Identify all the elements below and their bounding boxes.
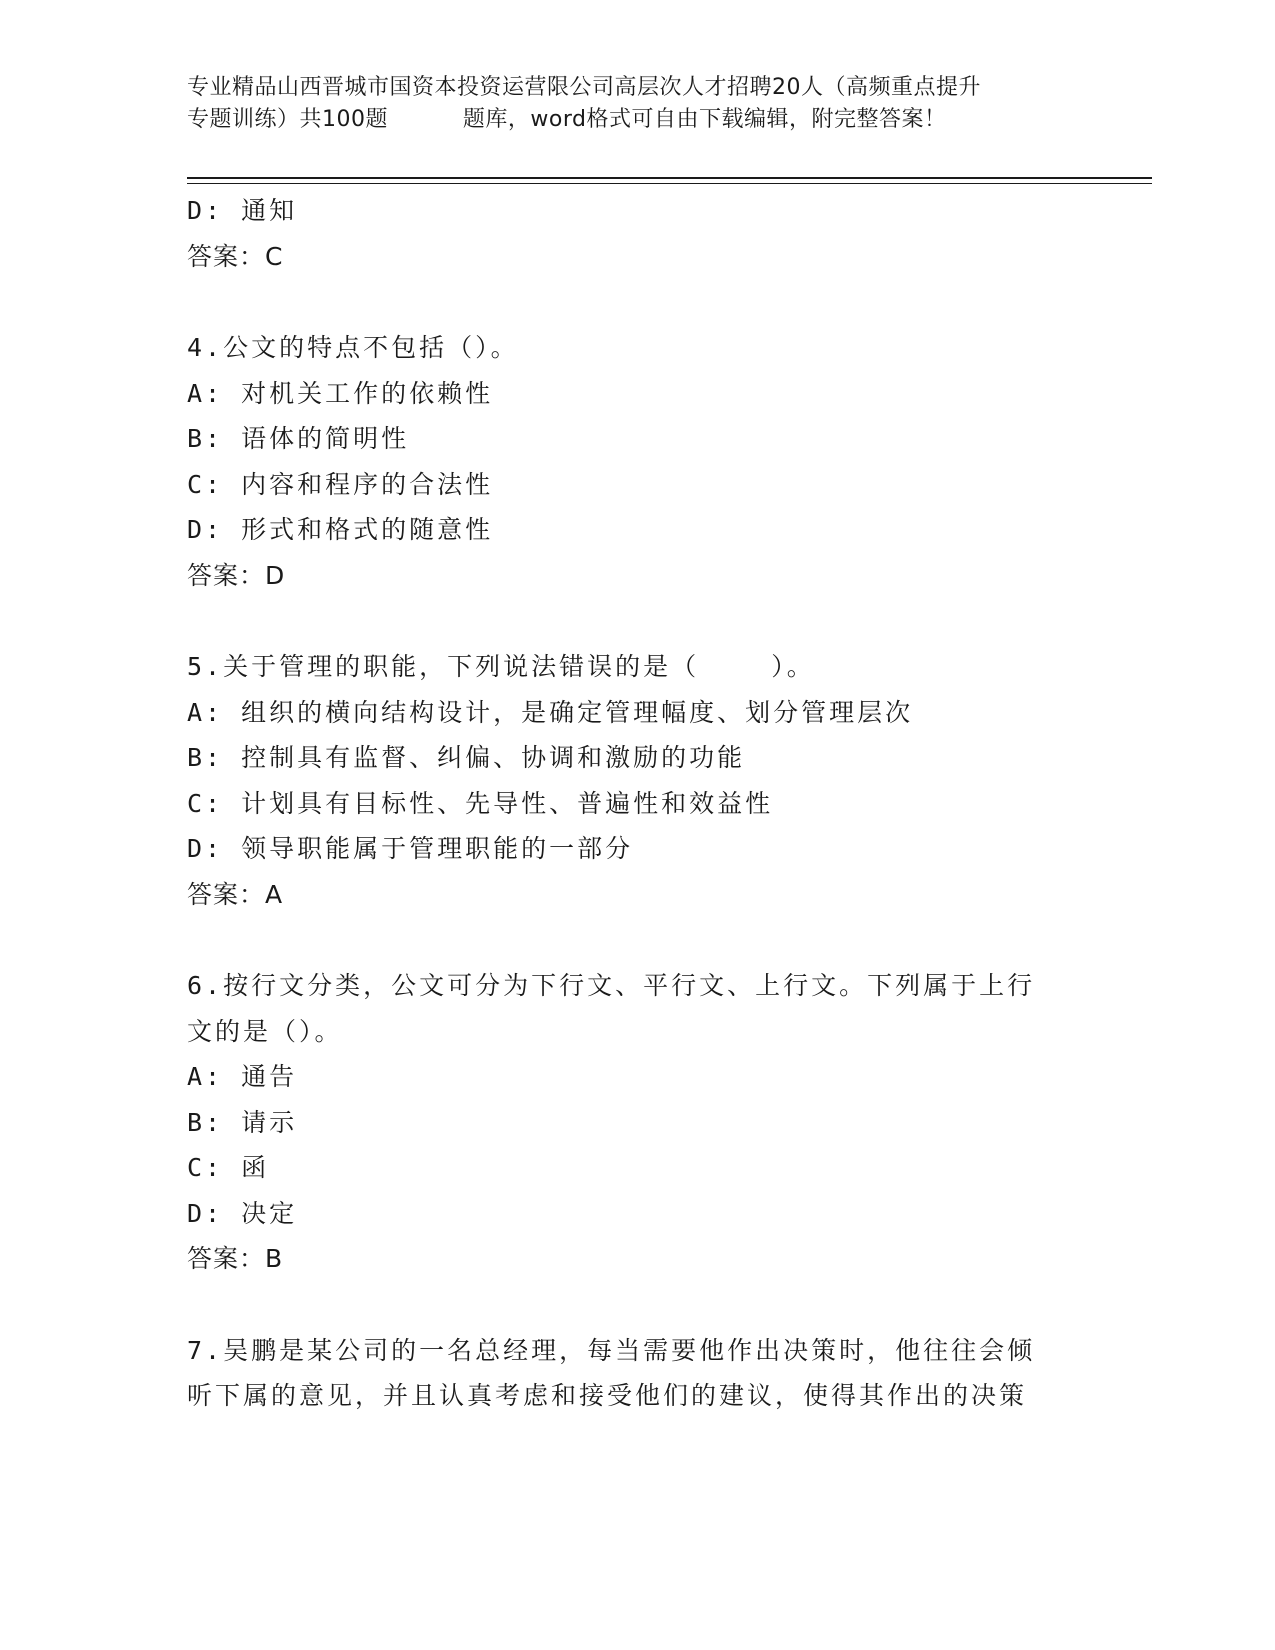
question-stem-line-1: 7.吴鹏是某公司的一名总经理，每当需要他作出决策时，他往往会倾: [187, 1335, 1036, 1365]
header-divider: [187, 177, 1152, 179]
question-stem: 5.关于管理的职能，下列说法错误的是（ ）。: [187, 652, 815, 681]
option-d: D: 形式和格式的随意性: [187, 515, 494, 544]
question-4: [187, 325, 1067, 598]
option-d: D: 决定: [187, 1198, 298, 1228]
option-c: C: 内容和程序的合法性: [187, 469, 494, 499]
answer: 答案：C: [187, 241, 284, 271]
answer: 答案：A: [187, 879, 284, 909]
question-stem-line-1: 6.按行文分类，公文可分为下行文、平行文、上行文。下列属于上行: [187, 971, 1036, 1000]
question-stem-line-2: 听下属的意见，并且认真考虑和接受他们的建议，使得其作出的决策: [187, 1381, 1028, 1410]
answer: 答案：D: [187, 560, 286, 590]
header-title-line-1: 专业精品山西晋城市国资本投资运营限公司高层次人才招聘20人（高频重点提升: [187, 75, 981, 100]
option-b: B: 请示: [187, 1107, 298, 1137]
header-title-line-2: 专题训练）共100题 题库，word格式可自由下载编辑，附完整答案！: [187, 107, 947, 132]
page-header: [187, 72, 1087, 136]
option-a: A: 组织的横向结构设计，是确定管理幅度、划分管理层次: [187, 697, 914, 727]
header-divider-thin: [187, 183, 1152, 184]
document-body: [187, 188, 1067, 1419]
question-stem-line-2: 文的是（）。: [187, 1016, 343, 1046]
option-d: D: 领导职能属于管理职能的一部分: [187, 834, 634, 863]
option-a: A: 对机关工作的依赖性: [187, 378, 494, 408]
answer: 答案：B: [187, 1244, 284, 1273]
option-c: C: 函: [187, 1153, 270, 1182]
option-d: D: 通知: [187, 196, 298, 225]
question-5: [187, 644, 1067, 917]
question-7: [187, 1328, 1067, 1419]
option-b: B: 控制具有监督、纠偏、协调和激励的功能: [187, 743, 746, 772]
option-c: C: 计划具有目标性、先导性、普遍性和效益性: [187, 788, 774, 818]
question-3-tail: [187, 188, 1067, 279]
option-a: A: 通告: [187, 1062, 298, 1091]
question-6: [187, 963, 1067, 1282]
option-b: B: 语体的简明性: [187, 424, 410, 453]
question-stem: 4.公文的特点不包括（）。: [187, 333, 519, 362]
